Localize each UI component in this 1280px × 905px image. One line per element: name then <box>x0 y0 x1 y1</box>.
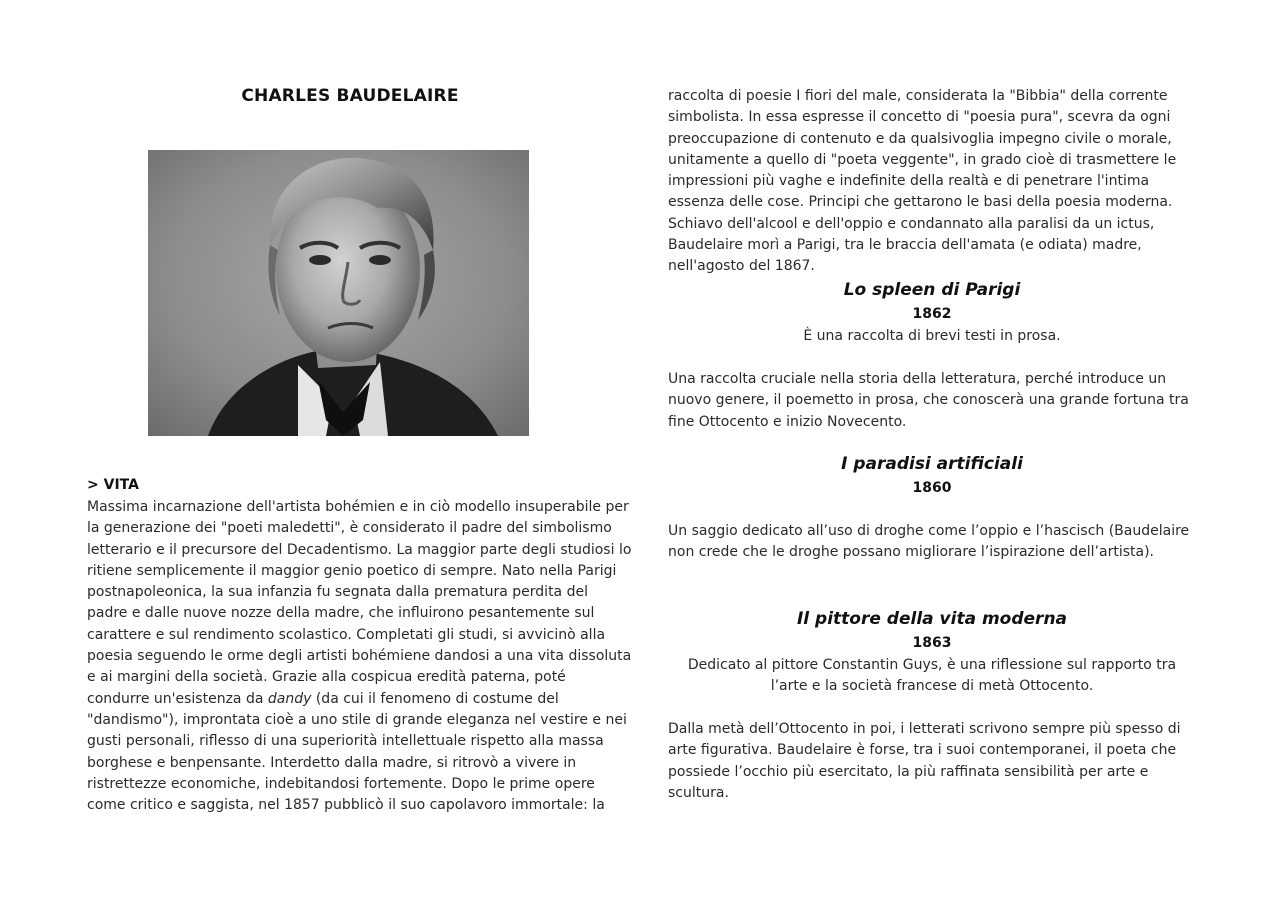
work-description-pittore: Dalla metà dell’Ottocento in poi, i letterati scrivono sempre più spesso di arte figurativa. Baudelaire è forse, tra i suoi contemporanei, il poeta che possiede l’occhio più esercitato, la più raffinata sensibilità per arte e scultura. <box>668 721 1181 801</box>
biography-part-2: (da cui il fenomeno di costume del "dandismo"), improntata cioè a uno stile di grande eleganza nel vestire e nei gusti personali, riflesso di una superiorità intellettuale rispetto alla massa borghese e benpensante. Interdetto dalla madre, si ritrovò a vivere in ristrettezze economiche, indebitandosi fortemente. Dopo le prime opere come critico e saggista, nel 1857 pubblicò il suo capolavoro immortale: la <box>87 690 627 814</box>
author-portrait <box>148 150 529 436</box>
work-year-paradisi: 1860 <box>912 480 952 496</box>
work-title-pittore: Il pittore della vita moderna <box>796 609 1068 629</box>
work-title-spleen: Lo spleen di Parigi <box>843 280 1021 300</box>
page-title: CHARLES BAUDELAIRE <box>241 86 459 106</box>
portrait-image <box>148 150 529 436</box>
work-year-pittore: 1863 <box>912 635 952 651</box>
work-year-spleen: 1862 <box>912 306 952 322</box>
biography-italic-dandy: dandy <box>267 690 312 707</box>
section-heading-vita: > VITA <box>87 477 139 493</box>
biography-text <box>87 497 632 816</box>
work-subtitle-spleen: È una raccolta di brevi testi in prosa. <box>803 328 1061 344</box>
work-title-paradisi: I paradisi artificiali <box>841 454 1023 474</box>
biography-continuation: raccolta di poesie I fiori del male, considerata la "Bibbia" della corrente simbolista. In essa espresse il concetto di "poesia pura", scevra da ogni preoccupazione di contenuto e da qualsivoglia impegno civile o morale, unitamente a quello di "poeta veggente", in grado cioè di trasmettere le impressioni più vaghe e indefinite della realtà e di penetrare l'intima essenza delle cose. Principi che gettarono le basi della poesia moderna. Schiavo dell'alcool e dell'oppio e condannato alla paralisi da un ictus, Baudelaire morì a Parigi, tra le braccia dell'amata (e odiata) madre, nell'agosto del 1867. <box>668 88 1177 275</box>
biography-part-1: Massima incarnazione dell'artista bohémien e in ciò modello insuperabile per la generazione dei "poeti maledetti", è considerato il padre del simbolismo letterario e il precursore del Decadentismo. La maggior parte degli studiosi lo ritiene semplicemente il maggior genio poetico di sempre. Nato nella Parigi postnapoleonica, la sua infanzia fu segnata dalla prematura perdita del padre e dalle nuove nozze della madre, che influirono pesantemente sul carattere e sul rendimento scolastico. Completati gli studi, si avvicinò alla poesia seguendo le orme degli artisti bohémiene dandosi a una vita dissoluta e ai margini della società. Grazie alla cospicua eredità paterna, poté condurre un'esistenza da <box>87 499 632 707</box>
work-description-spleen: Una raccolta cruciale nella storia della letteratura, perché introduce un nuovo genere, il poemetto in prosa, che conoscerà una grande fortuna tra fine Ottocento e inizio Novecento. <box>668 371 1189 430</box>
work-description-paradisi: Un saggio dedicato all’uso di droghe come l’oppio e l’hascisch (Baudelaire non crede che le droghe possano migliorare l’ispirazione dell’artista). <box>668 523 1190 561</box>
work-subtitle-pittore: Dedicato al pittore Constantin Guys, è una riflessione sul rapporto tra l’arte e la società francese di metà Ottocento. <box>687 657 1177 695</box>
